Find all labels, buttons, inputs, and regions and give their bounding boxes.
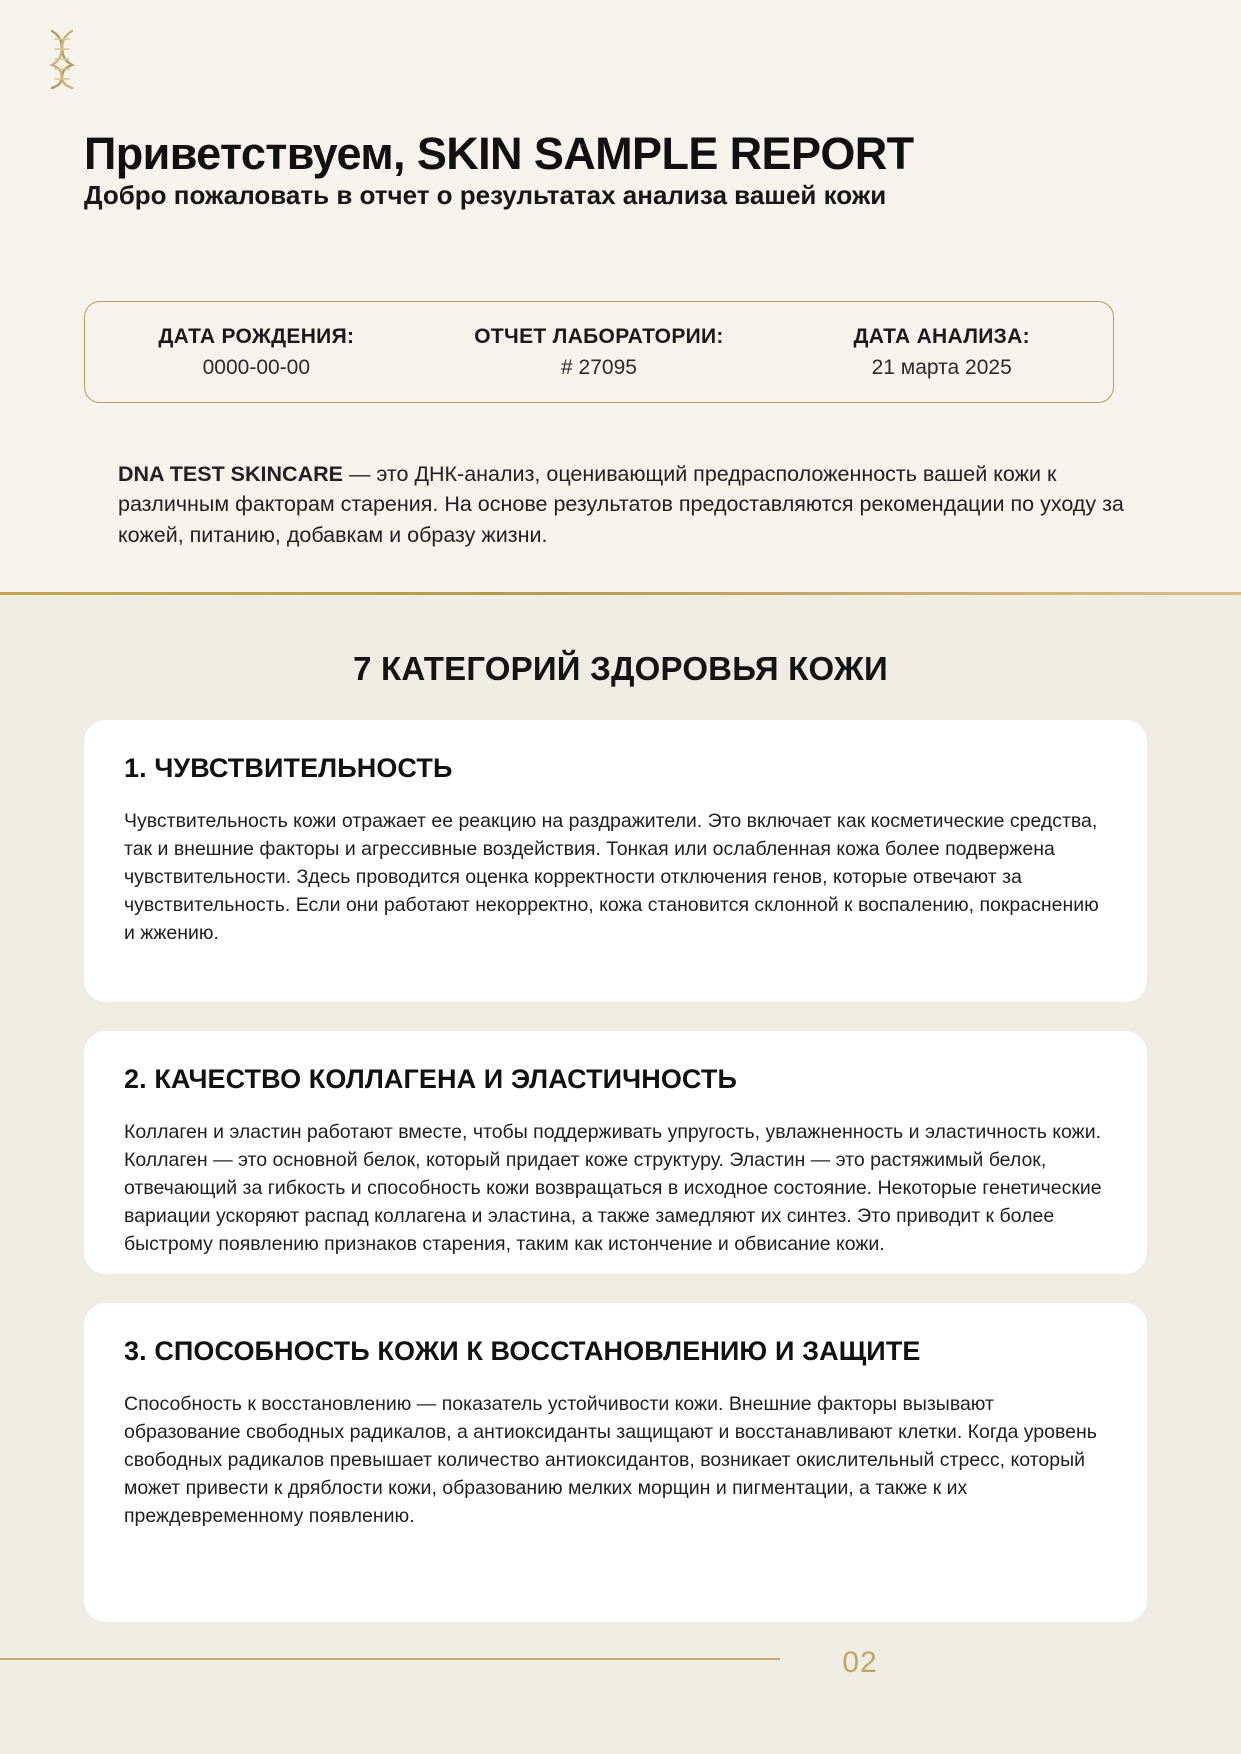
- page-number: 02: [842, 1646, 878, 1679]
- page-title: Приветствуем, SKIN SAMPLE REPORT: [84, 128, 914, 180]
- info-field-lab-report: [428, 325, 771, 380]
- category-card-1: [84, 720, 1147, 1002]
- intro-text: — это ДНК-анализ, оценивающий предрасположенность вашей кожи к различным факторам старения. На основе результатов предоставляются рекомендации по уходу за кожей, питанию, добавкам и образу жизни.: [118, 461, 1124, 547]
- category-heading-1: 1. ЧУВСТВИТЕЛЬНОСТЬ: [124, 753, 453, 783]
- intro-paragraph: [118, 459, 1128, 551]
- category-heading-3: 3. СПОСОБНОСТЬ КОЖИ К ВОССТАНОВЛЕНИЮ И ЗАЩИТЕ: [124, 1336, 921, 1366]
- info-label-lab-report: ОТЧЕТ ЛАБОРАТОРИИ:: [474, 324, 724, 348]
- footer-divider: [0, 1658, 780, 1660]
- header-section: [0, 0, 1241, 598]
- info-value-analysis-date: 21 марта 2025: [871, 355, 1012, 379]
- category-card-3: [84, 1303, 1147, 1622]
- intro-lead: DNA TEST SKINCARE: [118, 461, 343, 486]
- categories-title: 7 КАТЕГОРИЙ ЗДОРОВЬЯ КОЖИ: [353, 650, 888, 687]
- dna-helix-icon: [40, 28, 84, 90]
- category-card-2: [84, 1031, 1147, 1274]
- category-body-3: Способность к восстановлению — показатель устойчивости кожи. Внешние факторы вызывают образование свободных радикалов, а антиоксиданты защищают и восстанавливают клетки. Когда уровень свободных радикалов превышает количество антиоксидантов, возникает окислительный стресс, который может привести к дряблости кожи, образованию мелких морщин и пигментации, а также к их преждевременному появлению.: [124, 1392, 1097, 1528]
- category-body-1: Чувствительность кожи отражает ее реакцию на раздражители. Это включает как косметические средства, так и внешние факторы и агрессивные воздействия. Тонкая или ослабленная кожа более подвержена чувствительности. Здесь проводится оценка корректности отключения генов, которые отвечают за чувствительность. Если они работают некорректно, кожа становится склонной к воспалению, покраснению и жжению.: [124, 809, 1099, 945]
- info-field-analysis-date: [770, 325, 1113, 380]
- info-value-lab-report: # 27095: [561, 355, 637, 379]
- info-value-birthdate: 0000-00-00: [202, 355, 311, 379]
- info-field-birthdate: [85, 325, 428, 380]
- report-info-box: [84, 301, 1114, 403]
- category-heading-2: 2. КАЧЕСТВО КОЛЛАГЕНА И ЭЛАСТИЧНОСТЬ: [124, 1064, 737, 1094]
- category-body-2: Коллаген и эластин работают вместе, чтобы поддерживать упругость, увлажненность и эластичность кожи. Коллаген — это основной белок, который придает коже структуру. Эластин — это растяжимый белок, отвечающий за гибкость и способность кожи возвращаться в исходное состояние. Некоторые генетические вариации ускоряют распад коллагена и эластина, а также замедляют их синтез. Это приводит к более быстрому появлению признаков старения, таким как истончение и обвисание кожи.: [124, 1120, 1102, 1256]
- info-label-analysis-date: ДАТА АНАЛИЗА:: [853, 324, 1030, 348]
- info-label-birthdate: ДАТА РОЖДЕНИЯ:: [158, 324, 355, 348]
- categories-section: [0, 595, 1241, 1754]
- page-subtitle: Добро пожаловать в отчет о результатах анализа вашей кожи: [84, 180, 887, 210]
